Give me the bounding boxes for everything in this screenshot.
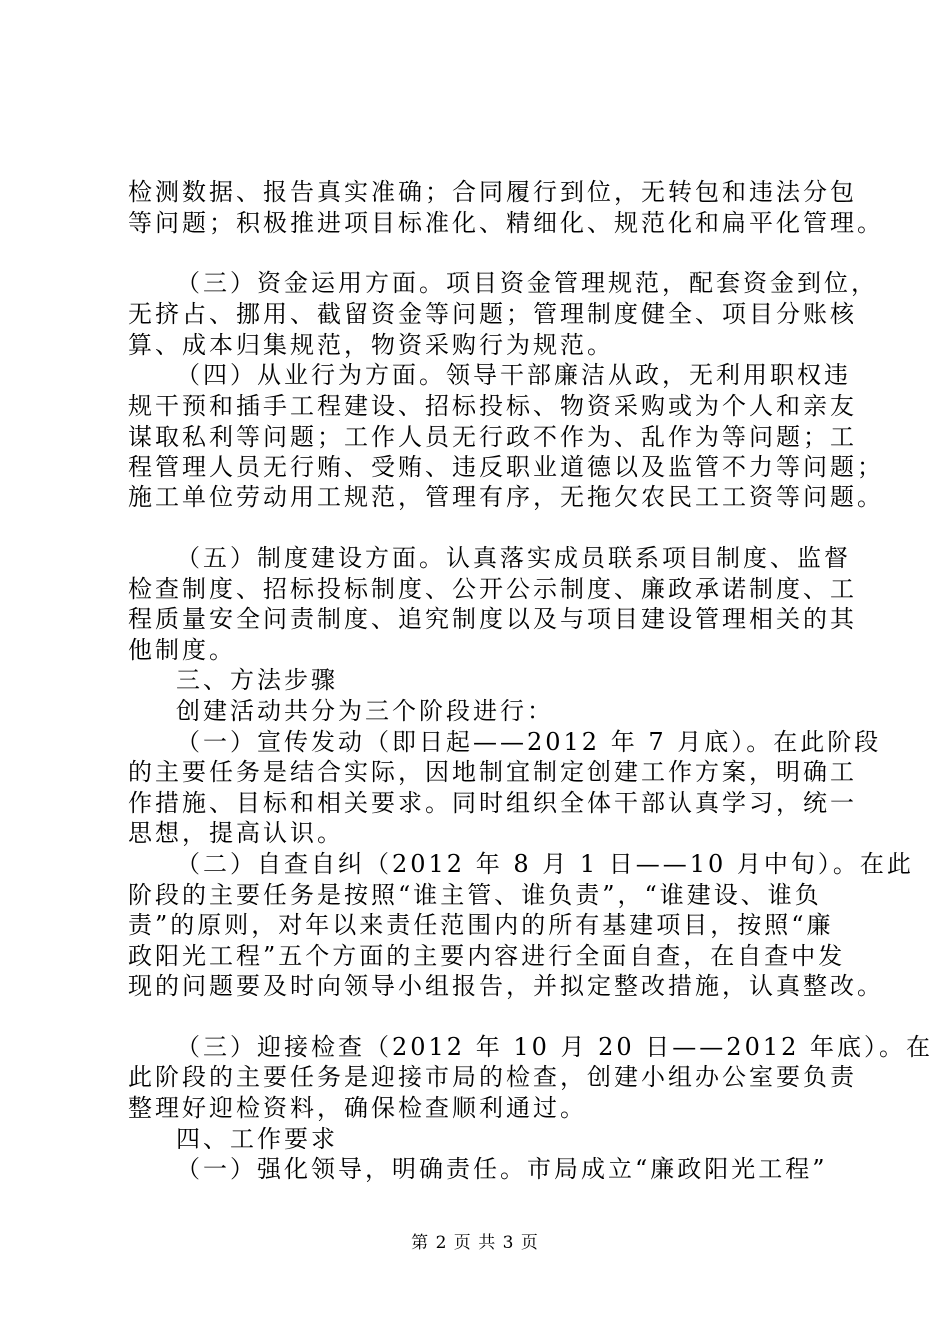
body-line: 检查制度、招标投标制度、公开公示制度、廉政承诺制度、工	[128, 575, 857, 603]
body-line: 无挤占、挪用、截留资金等问题；管理制度健全、项目分账核	[128, 300, 857, 328]
page-footer: 第 2 页 共 3 页	[411, 1233, 539, 1253]
section-heading: 三、方法步骤	[176, 666, 338, 694]
body-line: 责”的原则，对年以来责任范围内的所有基建项目，按照“廉	[128, 911, 834, 939]
body-line: 他制度。	[128, 636, 236, 664]
body-line: （四）从业行为方面。领导干部廉洁从政，无利用职权违	[176, 361, 851, 389]
body-line: 整理好迎检资料，确保检查顺利通过。	[128, 1094, 587, 1122]
body-line: 程管理人员无行贿、受贿、违反职业道德以及监管不力等问题；	[128, 453, 884, 481]
body-line: （一）强化领导，明确责任。市局成立“廉政阳光工程”	[176, 1155, 828, 1183]
body-line: 检测数据、报告真实准确；合同履行到位，无转包和违法分包	[128, 178, 857, 206]
body-line: 阶段的主要任务是按照“谁主管、谁负责”，“谁建设、谁负	[128, 881, 822, 909]
body-line: 政阳光工程”五个方面的主要内容进行全面自查，在自查中发	[128, 942, 846, 970]
body-line: （一）宣传发动（即日起——2012 年 7 月底）。在此阶段	[176, 728, 882, 756]
body-line: （三）迎接检查（2012 年 10 月 20 日——2012 年底）。在	[176, 1033, 934, 1061]
body-line: 创建活动共分为三个阶段进行：	[176, 697, 554, 725]
body-line: 规干预和插手工程建设、招标投标、物资采购或为个人和亲友	[128, 392, 857, 420]
body-line: 谋取私利等问题；工作人员无行政不作为、乱作为等问题；工	[128, 423, 857, 451]
body-line: 施工单位劳动用工规范，管理有序，无拖欠农民工工资等问题。	[128, 483, 884, 511]
body-line: 程质量安全问责制度、追究制度以及与项目建设管理相关的其	[128, 605, 857, 633]
body-line: 作措施、目标和相关要求。同时组织全体干部认真学习，统一	[128, 789, 857, 817]
body-line: 算、成本归集规范，物资采购行为规范。	[128, 331, 614, 359]
body-line: 思想，提高认识。	[128, 819, 344, 847]
body-line: 等问题；积极推进项目标准化、精细化、规范化和扁平化管理。	[128, 209, 884, 237]
body-line: 此阶段的主要任务是迎接市局的检查，创建小组办公室要负责	[128, 1063, 857, 1091]
body-line: （二）自查自纠（2012 年 8 月 1 日——10 月中旬）。在此	[176, 850, 914, 878]
body-line: （三）资金运用方面。项目资金管理规范，配套资金到位，	[176, 269, 878, 297]
body-line: 现的问题要及时向领导小组报告，并拟定整改措施，认真整改。	[128, 972, 884, 1000]
body-line: （五）制度建设方面。认真落实成员联系项目制度、监督	[176, 544, 851, 572]
body-line: 的主要任务是结合实际，因地制宜制定创建工作方案，明确工	[128, 758, 857, 786]
section-heading: 四、工作要求	[176, 1125, 338, 1153]
